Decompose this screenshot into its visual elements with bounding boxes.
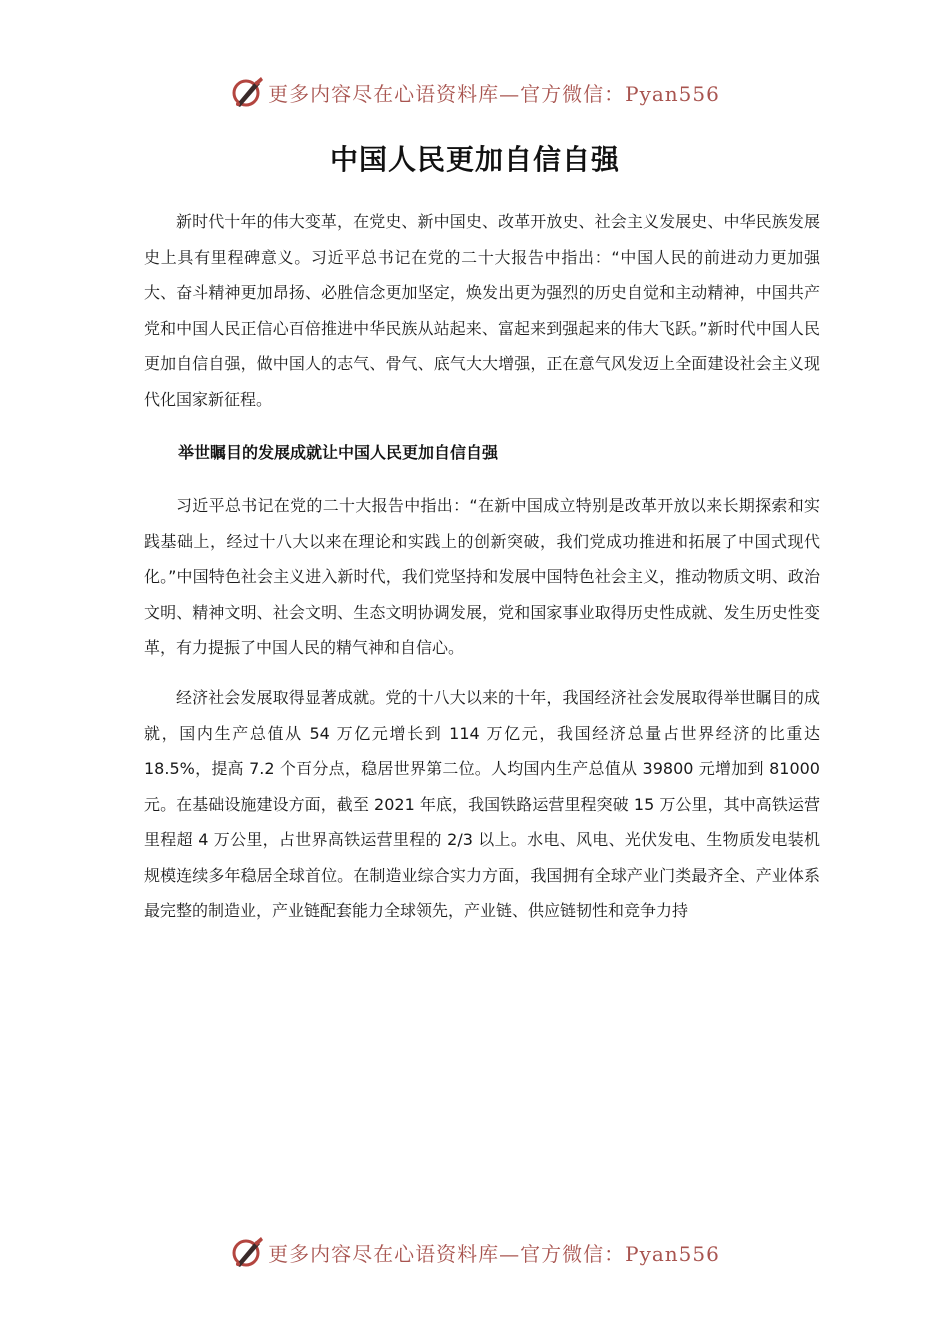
section-paragraph-1: 习近平总书记在党的二十大报告中指出：“在新中国成立特别是改革开放以来长期探索和实践基础上，经过十八大以来在理论和实践上的创新突破，我们党成功推进和拓展了中国式现代化。”中国特色社会主义进入新时代，我们党坚持和发展中国特色社会主义，推动物质文明、政治文明、精神文明、社会文明、生态文明协调发展，党和国家事业取得历史性成就、发生历史性变革，有力提振了中国人民的精气神和自信心。 xyxy=(144,496,820,657)
document-title: 中国人民更加自信自强 xyxy=(329,143,620,176)
footer-watermark xyxy=(0,1232,950,1272)
watermark-text: 更多内容尽在心语资料库—官方微信：Pyan556 xyxy=(268,1241,720,1266)
section-heading: 举世瞩目的发展成就让中国人民更加自信自强 xyxy=(178,443,499,462)
pen-quill-logo-icon xyxy=(230,75,264,109)
section-paragraph-2: 经济社会发展取得显著成就。党的十八大以来的十年，我国经济社会发展取得举世瞩目的成就，国内生产总值从 54 万亿元增长到 114 万亿元，我国经济总量占世界经济的比重达 18.5%，提高 7.2 个百分点，稳居世界第二位。人均国内生产总值从 39800 元增加到 81000 元。在基础设施建设方面，截至 2021 年底，我国铁路运营里程突破 15 万公里，其中高铁运营里程超 4 万公里，占世界高铁运营里程的 2/3 以上。水电、风电、光伏发电、生物质发电装机规模连续多年稳居全球首位。在制造业综合实力方面，我国拥有全球产业门类最齐全、产业体系最完整的制造业，产业链配套能力全球领先，产业链、供应链韧性和竞争力持 xyxy=(144,688,820,920)
watermark-text: 更多内容尽在心语资料库—官方微信：Pyan556 xyxy=(268,81,720,106)
header-watermark xyxy=(0,72,950,112)
pen-quill-logo-icon xyxy=(230,1235,264,1269)
intro-paragraph: 新时代十年的伟大变革，在党史、新中国史、改革开放史、社会主义发展史、中华民族发展史上具有里程碑意义。习近平总书记在党的二十大报告中指出：“中国人民的前进动力更加强大、奋斗精神更加昂扬、必胜信念更加坚定，焕发出更为强烈的历史自觉和主动精神，中国共产党和中国人民正信心百倍推进中华民族从站起来、富起来到强起来的伟大飞跃。”新时代中国人民更加自信自强，做中国人的志气、骨气、底气大大增强，正在意气风发迈上全面建设社会主义现代化国家新征程。 xyxy=(144,212,820,409)
